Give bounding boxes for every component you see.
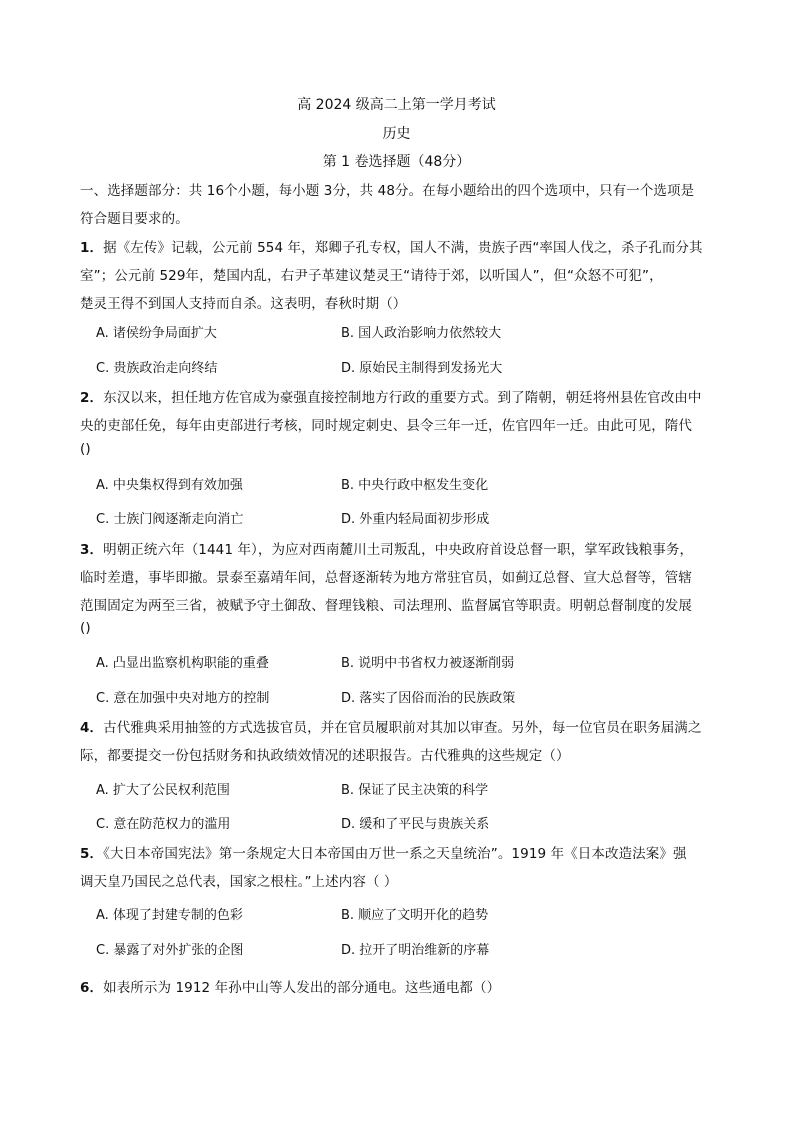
- option-c[interactable]: C. 贵族政治走向终结: [96, 361, 218, 376]
- question-stem-line: 调天皇乃国民之总代表，国家之根柱。”上述内容（ ）: [80, 874, 398, 890]
- question-text: 东汉以来，担任地方佐官成为豪强直接控制地方行政的重要方式。到了隋朝，朝廷将州县佐官改由中: [103, 390, 702, 406]
- question-number: 5．: [80, 846, 104, 862]
- option-d[interactable]: D. 拉开了明治维新的序幕: [341, 943, 490, 958]
- question-text: 《大日本帝国宪法》第一条规定大日本帝国由万世一系之天皇统治”。1919 年《日本改造法案》强: [103, 846, 687, 862]
- question-stem-line: [80, 842, 715, 862]
- question-number: 3．: [80, 542, 104, 558]
- option-a[interactable]: A. 中央集权得到有效加强: [96, 478, 243, 493]
- question-text: 据《左传》记载，公元前 554 年，郑卿子孔专权，国人不满，贵族子西“率国人伐之，杀子孔而分其: [103, 240, 703, 256]
- question-stem-line: (): [80, 620, 91, 636]
- question-stem-line: 央的吏部任免，每年由吏部进行考核，同时规定刺史、县令三年一迁，佐官四年一迁。由此可见，隋代: [80, 418, 692, 434]
- option-c[interactable]: C. 士族门阀逐渐走向消亡: [96, 512, 244, 527]
- question-stem-line: 楚灵王得不到国人支持而自杀。这表明，春秋时期（）: [80, 296, 407, 312]
- question-number: 2．: [80, 390, 104, 406]
- instructions-line-1: 一、选择题部分：共 16个小题，每小题 3分，共 48分。在每小题给出的四个选项中，只有一个选项是: [80, 183, 695, 199]
- option-a[interactable]: A. 体现了封建专制的色彩: [96, 908, 243, 923]
- option-b[interactable]: B. 顺应了文明开化的趋势: [341, 908, 489, 923]
- question-stem-line: 范围固定为两至三省，被赋予守土御敌、督理钱粮、司法理刑、监督属官等职责。明朝总督制度的发展: [80, 598, 692, 614]
- question-stem-line: [80, 386, 715, 406]
- option-c[interactable]: C. 暴露了对外扩张的企图: [96, 943, 244, 958]
- subject-title: 历史: [382, 126, 411, 142]
- option-a[interactable]: A. 扩大了公民权利范围: [96, 783, 230, 798]
- question-number: 1．: [80, 240, 104, 256]
- exam-title: 高 2024 级高二上第一学月考试: [297, 97, 496, 113]
- option-d[interactable]: D. 落实了因俗而治的民族政策: [341, 691, 516, 706]
- question-number: 4．: [80, 720, 104, 736]
- question-stem-line: [80, 716, 715, 736]
- question-stem-line: 际，都要提交一份包括财务和执政绩效情况的述职报告。古代雅典的这些规定（）: [80, 748, 570, 764]
- option-c[interactable]: C. 意在加强中央对地方的控制: [96, 691, 270, 706]
- option-d[interactable]: D. 原始民主制得到发扬光大: [341, 361, 503, 376]
- question-stem-line: [80, 976, 715, 996]
- option-a[interactable]: A. 诸侯纷争局面扩大: [96, 326, 217, 341]
- question-stem-line: 临时差遣，事毕即撤。景泰至嘉靖年间，总督逐渐转为地方常驻官员，如蓟辽总督、宣大总督等，管辖: [80, 570, 692, 586]
- option-b[interactable]: B. 保证了民主决策的科学: [341, 783, 489, 798]
- option-a[interactable]: A. 凸显出监察机构职能的重叠: [96, 656, 269, 671]
- question-text: 明朝正统六年（1441 年），为应对西南麓川土司叛乱，中央政府首设总督一职，掌军政钱粮事务，: [103, 542, 694, 558]
- option-d[interactable]: D. 缓和了平民与贵族关系: [341, 817, 490, 832]
- question-stem-line: 室”；公元前 529年，楚国内乱，右尹子革建议楚灵王“请待于郊，以听国人”，但“众怒不可犯”，: [80, 268, 663, 284]
- question-stem-line: [80, 236, 715, 256]
- option-b[interactable]: B. 国人政治影响力依然较大: [341, 326, 502, 341]
- question-number: 6．: [80, 980, 104, 996]
- option-b[interactable]: B. 中央行政中枢发生变化: [341, 478, 489, 493]
- option-b[interactable]: B. 说明中书省权力被逐渐削弱: [341, 656, 515, 671]
- instructions-line-2: 符合题目要求的。: [80, 211, 189, 227]
- option-c[interactable]: C. 意在防范权力的滥用: [96, 817, 231, 832]
- section-title: 第 1 卷选择题（48分）: [322, 154, 471, 170]
- question-stem-line: [80, 538, 715, 558]
- question-text: 如表所示为 1912 年孙中山等人发出的部分通电。这些通电都（）: [103, 980, 501, 996]
- question-text: 古代雅典采用抽签的方式选拔官员，并在官员履职前对其加以审查。另外，每一位官员在职务届满之: [103, 720, 702, 736]
- option-d[interactable]: D. 外重内轻局面初步形成: [341, 512, 490, 527]
- question-stem-line: (): [80, 441, 91, 457]
